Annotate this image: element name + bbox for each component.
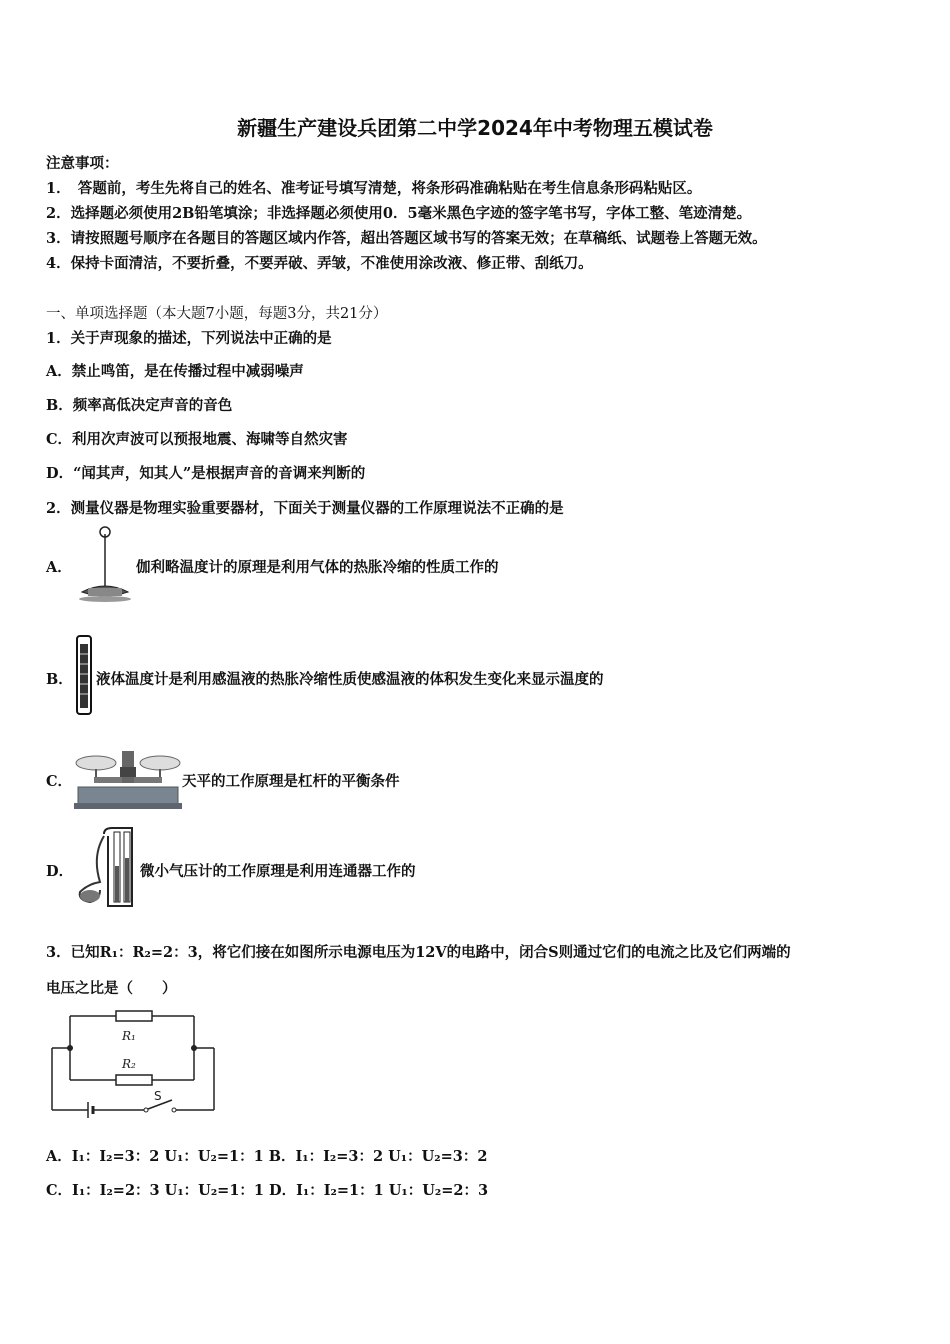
q2-option-c [46,744,400,816]
label-r1: R₁ [122,1029,136,1043]
section-heading: 一、单项选择题（本大题7小题，每题3分，共21分） [46,306,388,322]
q3-stem-line2: 电压之比是（ ） [46,980,177,997]
manometer-image [74,826,140,914]
notice-item-2: 2．选择题必须使用2B铅笔填涂；非选择题必须使用0．5毫米黑色字迹的签字笔书写，字体工整、笔迹清楚。 [46,205,752,222]
q3-stem-line1: 3．已知R₁：R₂=2：3，将它们接在如图所示电源电压为12V的电路中，闭合S则通过它们的电流之比及它们两端的 [46,944,791,961]
q3-answers-line1: A．I₁：I₂=3：2 U₁：U₂=1：1 B．I₁：I₂=3：2 U₁：U₂=3：2 [46,1148,488,1165]
option-text: 液体温度计是利用感温液的热胀冷缩性质使感温液的体积发生变化来显示温度的 [96,670,604,688]
q2-stem: 2．测量仪器是物理实验重要器材，下面关于测量仪器的工作原理说法不正确的是 [46,500,564,517]
option-label: A． [46,558,72,576]
option-text: 伽利略温度计的原理是利用气体的热胀冷缩的性质工作的 [136,558,499,576]
q1-option-d: D．“闻其声，知其人”是根据声音的音调来判断的 [46,465,366,482]
resistor-r2-symbol [116,1075,152,1085]
q2-option-b [46,636,604,720]
galileo-thermometer-image [74,524,136,608]
option-label: C． [46,772,73,790]
q1-option-b: B．频率高低决定声音的音色 [46,397,233,414]
label-switch: S [154,1089,162,1103]
notice-item-1: 1． 答题前，考生先将自己的姓名、准考证号填写清楚，将条形码准确粘贴在考生信息条形码粘贴区。 [46,180,702,197]
q1-option-c: C．利用次声波可以预报地震、海啸等自然灾害 [46,431,348,448]
option-label: B． [46,670,73,688]
q1-option-a: A．禁止鸣笛，是在传播过程中减弱噪声 [46,363,304,380]
option-text: 天平的工作原理是杠杆的平衡条件 [182,772,400,790]
switch-symbol [144,1108,148,1112]
resistor-r1-symbol [116,1011,152,1021]
label-r2: R₂ [122,1057,136,1071]
notice-item-4: 4．保持卡面清洁，不要折叠，不要弄破、弄皱，不准使用涂改液、修正带、刮纸刀。 [46,255,593,272]
circuit-diagram [48,1008,223,1124]
page-title: 新疆生产建设兵团第二中学2024年中考物理五模试卷 [237,116,713,140]
notice-item-3: 3．请按照题号顺序在各题目的答题区域内作答，超出答题区域书写的答案无效；在草稿纸、试题卷上答题无效。 [46,230,767,247]
q2-option-a [46,526,499,606]
balance-scale-image [74,743,182,817]
option-label: D． [46,862,74,880]
q3-answers-line2: C．I₁：I₂=2：3 U₁：U₂=1：1 D．I₁：I₂=1：1 U₁：U₂=2：3 [46,1182,489,1199]
liquid-thermometer-image [74,634,96,722]
notice-heading: 注意事项： [46,155,119,172]
option-text: 微小气压计的工作原理是利用连通器工作的 [140,862,416,880]
q1-stem: 1．关于声现象的描述，下列说法中正确的是 [46,330,332,347]
q2-option-d [46,828,416,912]
